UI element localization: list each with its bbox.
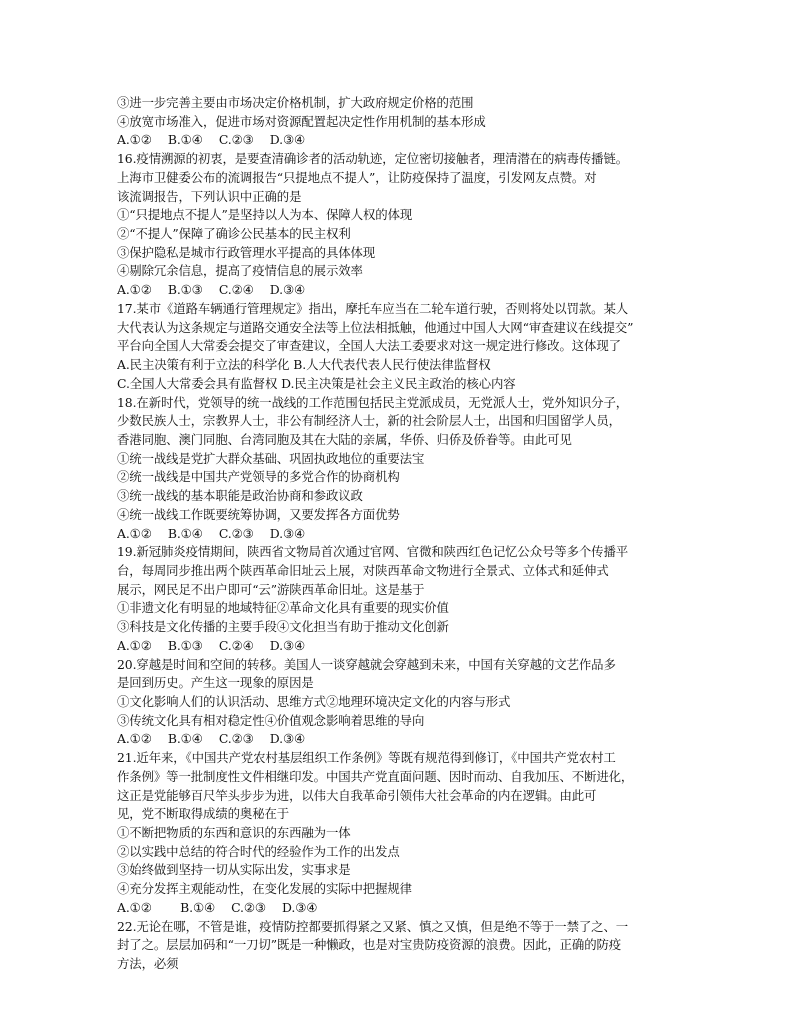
text-line: ②“不提人”保障了确诊公民基本的民主权利 — [117, 226, 351, 242]
text-line: ①统一战线是党扩大群众基础、巩固执政地位的重要法宝 — [117, 450, 425, 466]
text-line: 21.近年来，《中国共产党农村基层组织工作条例》等既有规范得到修订，《中国共产党农村工 — [117, 750, 616, 766]
text-line: ③保护隐私是城市行政管理水平提高的具体体现 — [117, 244, 376, 260]
text-line: A.①② B.①③ C.②④ D.③④ — [117, 637, 305, 653]
text-line: 19.新冠肺炎疫情期间，陕西省文物局首次通过官网、官微和陕西红色记忆公众号等多个传播平 — [117, 544, 629, 560]
text-line: 该流调报告，下列认识中正确的是 — [117, 188, 302, 204]
text-line: ④放宽市场准入，促进市场对资源配置起决定性作用机制的基本形成 — [117, 113, 486, 129]
text-line: A.①② B.①④ C.②③ D.③④ — [117, 132, 305, 148]
text-line: 平台向全国人大常委会提交了审查建议，全国人大法工委要求对这一规定进行修改。这体现了 — [117, 338, 621, 354]
text-line: A.①② B.①③ C.②④ D.③④ — [117, 282, 305, 298]
text-line: 台，每周同步推出两个陕西革命旧址云上展，对陕西革命文物进行全景式、立体式和延伸式 — [117, 562, 609, 578]
text-line: ①不断把物质的东西和意识的东西融为一体 — [117, 825, 351, 841]
text-line: A.①② B.①④ C.②③ D.③④ — [117, 899, 318, 915]
text-line: A.民主决策有利于立法的科学化 B.人大代表代表人民行使法律监督权 — [117, 357, 491, 373]
document-page — [117, 94, 702, 974]
text-line: 香港同胞、澳门同胞、台湾同胞及其在大陆的亲属，华侨、归侨及侨眷等。由此可见 — [117, 431, 572, 447]
text-line: ②以实践中总结的符合时代的经验作为工作的出发点 — [117, 843, 400, 859]
text-line: ③始终做到坚持一切从实际出发，实事求是 — [117, 862, 351, 878]
text-line: ①“只提地点不提人”是坚持以人为本、保障人权的体现 — [117, 207, 413, 223]
text-line: A.①② B.①④ C.②③ D.③④ — [117, 731, 305, 747]
text-line: 20.穿越是时间和空间的转移。美国人一谈穿越就会穿越到未来，中国有关穿越的文艺作品多 — [117, 656, 616, 672]
text-line: 作条例》等一批制度性文件相继印发。中国共产党直面问题、因时而动、自我加压、不断进化， — [117, 768, 634, 784]
text-line: ③进一步完善主要由市场决定价格机制，扩大政府规定价格的范围 — [117, 95, 474, 110]
text-line: ③科技是文化传播的主要手段④文化担当有助于推动文化创新 — [117, 619, 449, 635]
text-line: ①文化影响人们的认识活动、思维方式②地理环境决定文化的内容与形式 — [117, 694, 511, 709]
text-line: 方法，必须 — [117, 956, 179, 972]
text-line: ①非遗文化有明显的地域特征②革命文化具有重要的现实价值 — [117, 600, 449, 616]
text-line: ③统一战线的基本职能是政治协商和参政议政 — [117, 488, 363, 504]
text-line: 是回到历史。产生这一现象的原因是 — [117, 675, 314, 691]
text-line: A.①② B.①④ C.②③ D.③④ — [117, 525, 305, 541]
text-line: 这正是党能够百尺竿头步步为进，以伟大自我革命引领伟大社会革命的内在逻辑。由此可 — [117, 787, 597, 803]
text-line: 16.疫情溯源的初衷，是要查清确诊者的活动轨迹，定位密切接触者，理清潜在的病毒传播链。 — [117, 151, 629, 167]
text-line: ④剔除冗余信息，提高了疫情信息的展示效率 — [117, 263, 363, 279]
text-line: 少数民族人士，宗教界人士，非公有制经济人士，新的社会阶层人士，出国和归国留学人员， — [117, 413, 621, 429]
text-line: 17.某市《道路车辆通行管理规定》指出，摩托车应当在二轮车道行驶，否则将处以罚款。某人 — [117, 300, 629, 316]
text-line: ③传统文化具有相对稳定性④价值观念影响着思维的导向 — [117, 712, 425, 728]
text-line: 18.在新时代，党领导的统一战线的工作范围包括民主党派成员，无党派人士，党外知识分子， — [117, 394, 629, 410]
text-line: 22.无论在哪，不管是谁，疫情防控都要抓得紧之又紧、慎之又慎，但是绝不等于一禁了之、一 — [117, 918, 629, 934]
text-line: 展示，网民足不出户即可“云”游陕西革命旧址。这是基于 — [117, 581, 425, 597]
text-line: C.全国人大常委会具有监督权 D.民主决策是社会主义民主政治的核心内容 — [117, 375, 516, 391]
text-line: 封了之。层层加码和“一刀切”既是一种懒政，也是对宝贵防疫资源的浪费。因此，正确的防疫 — [117, 937, 622, 953]
text-line: ②统一战线是中国共产党领导的多党合作的协商机构 — [117, 469, 400, 485]
text-line: 大代表认为这条规定与道路交通安全法等上位法相抵触，他通过中国人大网“审查建议在线提交” — [117, 319, 634, 335]
text-line: ④统一战线工作既要统筹协调，又要发挥各方面优势 — [117, 506, 400, 522]
text-line: ④充分发挥主观能动性，在变化发展的实际中把握规律 — [117, 881, 412, 897]
text-line: 上海市卫健委公布的流调报告“只提地点不提人”，让防疫保持了温度，引发网友点赞。对 — [117, 169, 597, 185]
text-line: 见，党不断取得成绩的奥秘在于 — [117, 806, 290, 822]
